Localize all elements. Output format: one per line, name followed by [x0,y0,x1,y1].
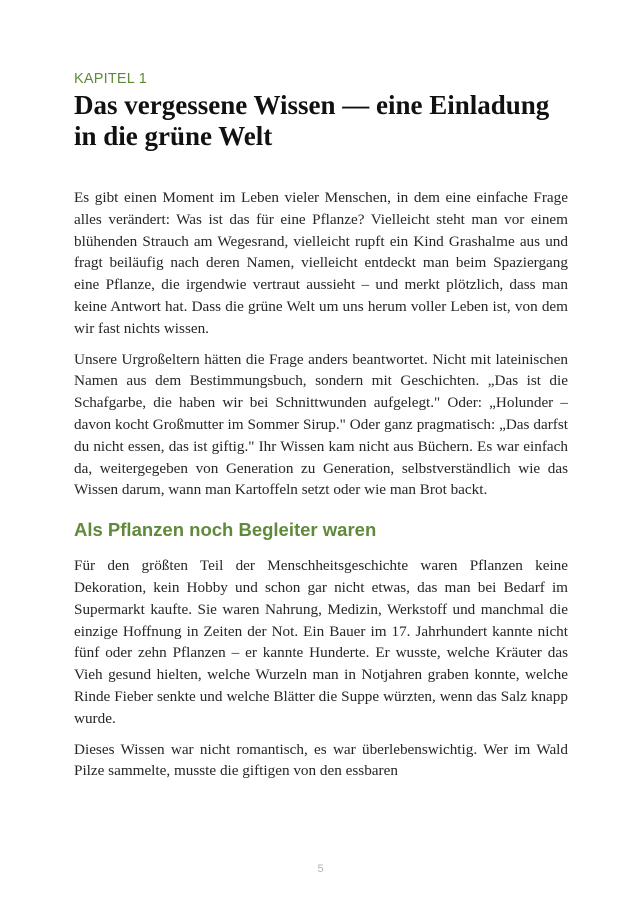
body-paragraph: Dieses Wissen war nicht romantisch, es war überlebenswichtig. Wer im Wald Pilze sammelte, musste die giftigen von den essbaren [74,740,568,780]
body-paragraph: Für den größten Teil der Menschheitsgeschichte waren Pflanzen keine Dekoration, kein Hobby und schon gar nicht etwas, das man bei Bedarf im Supermarkt kaufte. Sie waren Nahrung, Medizin, Werkstoff und manchmal die einzige Hoffnung in Zeiten der Not. Ein Bauer im 17. Jahrhundert kannte nicht fünf oder zehn Pflanzen – er kannte Hunderte. Er wusste, welche Kräuter das Vieh gesund hielten, welche Wurzeln man in Notjahren graben konnte, welche Rinde Fieber senkte und welche Blätter die Suppe würzten, wenn das Salz knapp wurde. [74,557,568,727]
chapter-title: Das vergessene Wissen — eine Einladung in die grüne Welt [74,90,550,151]
chapter-label: KAPITEL 1 [74,71,147,87]
chapter-body [74,187,568,782]
page-number: 5 [317,863,324,875]
section-heading: Als Pflanzen noch Begleiter waren [74,519,377,541]
body-paragraph: Es gibt einen Moment im Leben vieler Menschen, in dem eine einfache Frage alles verändert: Was ist das für eine Pflanze? Vielleicht steht man vor einem blühenden Strauch am Wegesrand, vielleicht rupft ein Kind Grashalme aus und fragt beiläufig nach deren Namen, vielleicht entdeckt man beim Spaziergang eine Pflanze, die irgendwie vertraut aussieht – und merkt plötzlich, dass man keine Antwort hat. Dass die grüne Welt um uns herum voller Leben ist, von dem wir fast nichts wissen. [74,189,568,337]
book-page [74,0,568,910]
body-paragraph: Unsere Urgroßeltern hätten die Frage anders beantwortet. Nicht mit lateinischen Namen aus dem Bestimmungsbuch, sondern mit Geschichten. „Das ist die Schafgarbe, die haben wir bei Schnittwunden aufgelegt." Oder: „Holunder – davon kocht Großmutter im Sommer Sirup." Oder ganz pragmatisch: „Das darfst du nicht essen, das ist giftig." Ihr Wissen kam nicht aus Büchern. Es war einfach da, weitergegeben von Generation zu Generation, selbstverständlich wie das Wissen darum, wann man Kartoffeln setzt oder wie man Brot backt. [74,350,568,499]
